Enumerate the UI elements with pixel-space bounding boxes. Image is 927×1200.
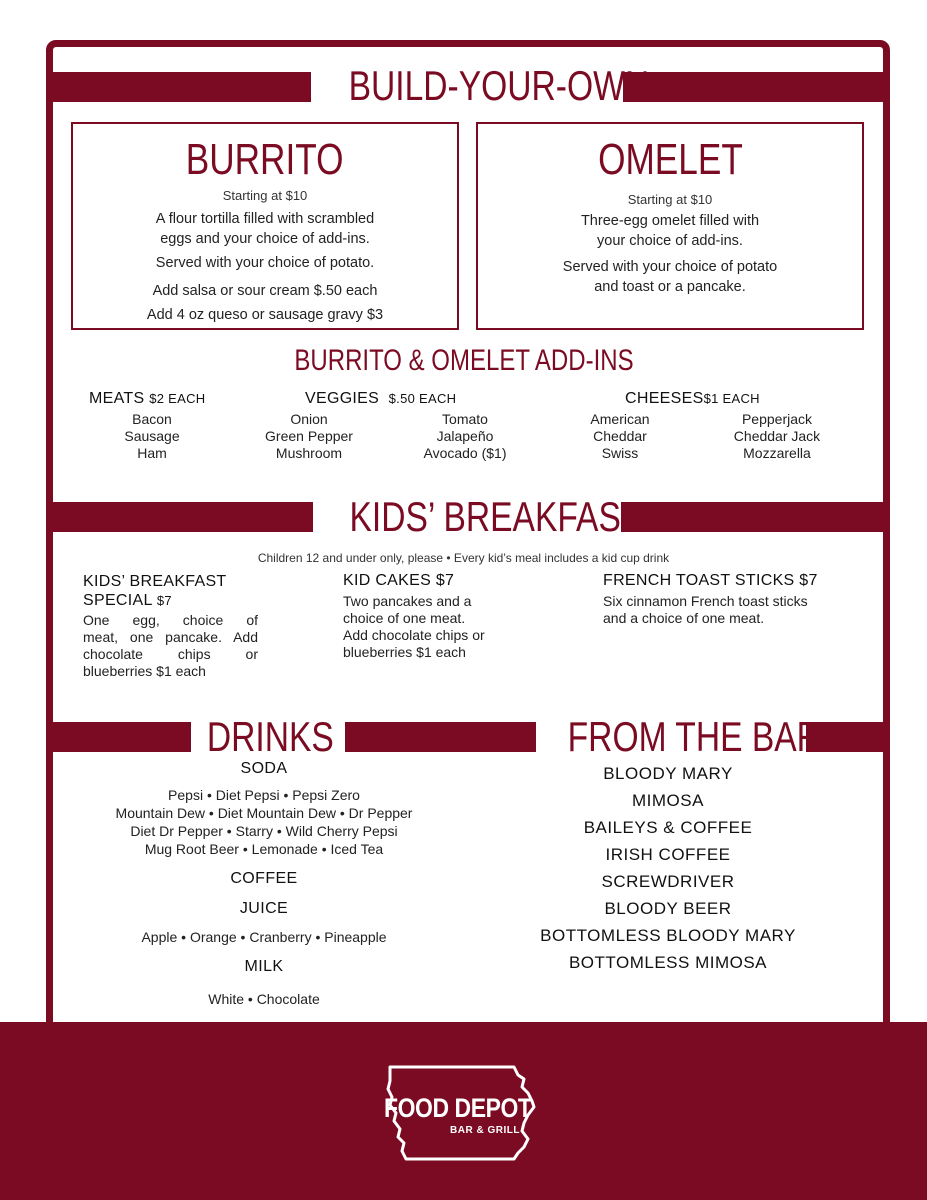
- veggies-list-2: Tomato Jalapeño Avocado ($1): [423, 411, 507, 461]
- kids-note: Children 12 and under only, please • Every kid’s meal includes a kid cup drink: [257, 551, 670, 565]
- bar-item: BOTTOMLESS MIMOSA: [568, 953, 768, 972]
- kid-cakes-name: KID CAKES $7: [343, 572, 455, 589]
- burrito-desc-3: Served with your choice of potato.: [155, 255, 375, 271]
- cheeses-list-1: American Cheddar Swiss: [590, 411, 650, 461]
- omelet-title: OMELET: [597, 135, 743, 184]
- burrito-title: BURRITO: [186, 135, 344, 184]
- kids-special-name: KIDS’ BREAKFAST SPECIAL $7: [83, 573, 227, 609]
- bar-item: BLOODY MARY: [603, 764, 733, 783]
- section-title-bar: FROM THE BAR: [536, 712, 806, 762]
- burrito-addon-1: Add salsa or sour cream $.50 each: [152, 283, 378, 299]
- bar-item: IRISH COFFEE: [605, 845, 731, 864]
- kid-cakes-desc: Two pancakes and a choice of one meat. Add chocolate chips or blueberries $1 each: [343, 593, 485, 660]
- bar-item: BLOODY BEER: [604, 899, 732, 918]
- food-depot-logo: [382, 1063, 544, 1163]
- soda-line-4: Mug Root Beer • Lemonade • Iced Tea: [144, 841, 384, 857]
- burrito-desc-2: eggs and your choice of add-ins.: [160, 231, 370, 247]
- meats-header: MEATS $2 EACH: [89, 390, 206, 407]
- burrito-addon-2: Add 4 oz queso or sausage gravy $3: [146, 307, 384, 323]
- logo-name: FOOD DEPOT: [384, 1093, 532, 1123]
- soda-line-3: Diet Dr Pepper • Starry • Wild Cherry Pepsi: [130, 823, 398, 839]
- omelet-desc-4: and toast or a pancake.: [594, 279, 746, 295]
- juice-label: JUICE: [239, 900, 289, 917]
- veggies-header: VEGGIES $.50 EACH: [305, 390, 457, 407]
- french-toast-desc: Six cinnamon French toast sticks and a choice of one meat.: [603, 593, 808, 626]
- drinks-column: [70, 760, 458, 1008]
- omelet-desc-3: Served with your choice of potato: [562, 259, 778, 275]
- omelet-desc-2: your choice of add-ins.: [597, 233, 743, 249]
- soda-label: SODA: [240, 760, 288, 777]
- bar-item: MIMOSA: [632, 791, 704, 810]
- bar-item: BOTTOMLESS BLOODY MARY: [540, 926, 796, 945]
- juice-line: Apple • Orange • Cranberry • Pineapple: [141, 929, 387, 945]
- soda-line-2: Mountain Dew • Diet Mountain Dew • Dr Pepper: [115, 805, 413, 821]
- bar-item: SCREWDRIVER: [601, 872, 735, 891]
- section-title-build: BUILD-YOUR-OWN: [311, 62, 623, 110]
- french-toast-name: FRENCH TOAST STICKS $7: [603, 572, 818, 589]
- omelet-card: [476, 122, 864, 330]
- kids-special-desc: One egg, choice of meat, one pancake. Add chocolate chips or blueberries $1 each: [83, 612, 258, 679]
- soda-line-1: Pepsi • Diet Pepsi • Pepsi Zero: [168, 787, 360, 803]
- addins-title: BURRITO & OMELET ADD-INS: [293, 344, 634, 377]
- milk-label: MILK: [244, 958, 284, 975]
- omelet-price: Starting at $10: [627, 192, 713, 207]
- burrito-desc-1: A flour tortilla filled with scrambled: [155, 211, 375, 227]
- cheeses-list-2: Pepperjack Cheddar Jack Mozzarella: [733, 411, 821, 461]
- omelet-desc-1: Three-egg omelet filled with: [580, 213, 760, 229]
- coffee-label: COFFEE: [230, 870, 298, 887]
- milk-line: White • Chocolate: [208, 991, 320, 1007]
- bar-item: BAILEYS & COFFEE: [583, 818, 753, 837]
- section-title-kids: KIDS’ BREAKFAST: [313, 494, 621, 540]
- logo-tagline: BAR & GRILL: [450, 1125, 520, 1136]
- burrito-card: [71, 122, 459, 330]
- veggies-list-1: Onion Green Pepper Mushroom: [265, 411, 353, 461]
- bar-column: [474, 760, 862, 976]
- cheeses-header: CHEESES$1 EACH: [625, 390, 760, 407]
- burrito-price: Starting at $10: [222, 188, 308, 203]
- section-title-drinks: DRINKS: [191, 712, 345, 762]
- meats-list: Bacon Sausage Ham: [124, 411, 180, 461]
